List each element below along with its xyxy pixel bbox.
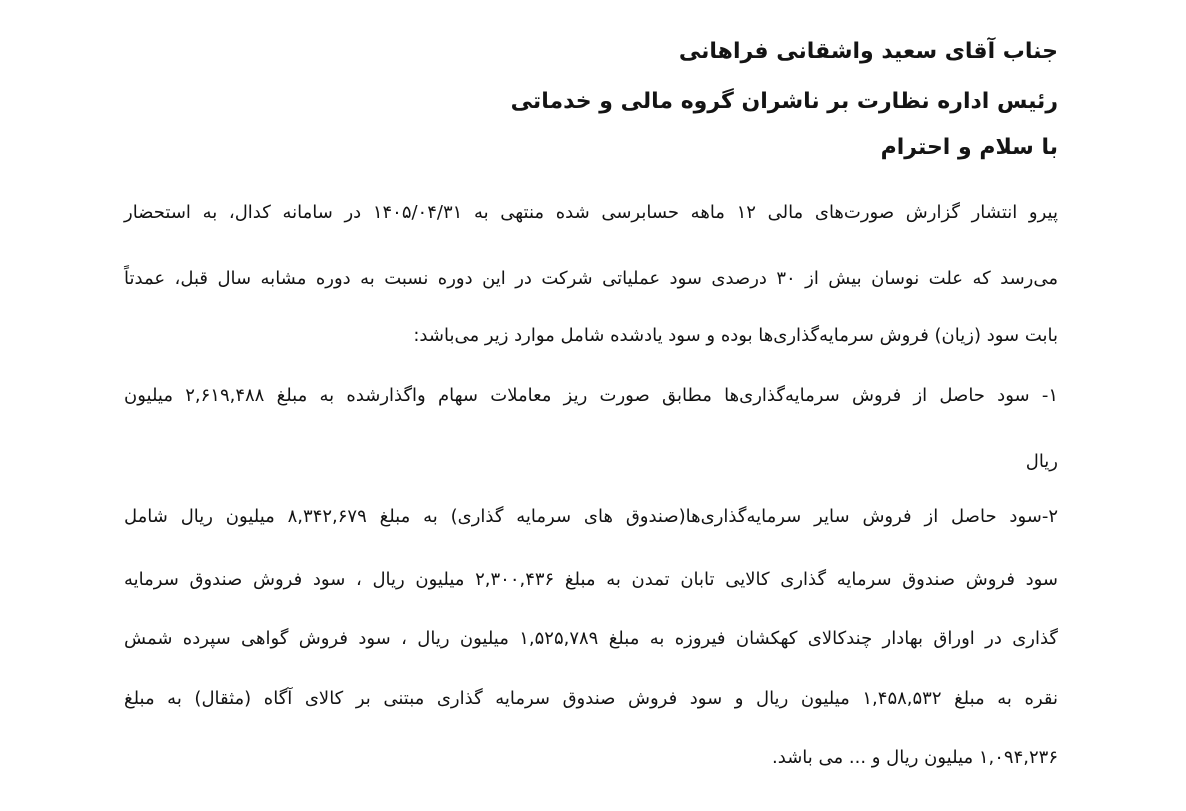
item-2-line-5: ۱,۰۹۴,۲۳۶ میلیون ریال و ... می باشد. [772, 747, 1058, 768]
addressee-name: جناب آقای سعید واشقانی فراهانی [678, 39, 1058, 64]
item-2-line-4: نقره به مبلغ ۱,۴۵۸,۵۳۲ میلیون ریال و سود فروش صندوق سرمایه گذاری مبتنی بر کالای آگاه (مثقال) به مبلغ [124, 688, 1058, 709]
item-2-line-2: سود فروش صندوق سرمایه گذاری کالایی تابان تمدن به مبلغ ۲,۳۰۰,۴۳۶ میلیون ریال ، سود فروش صندوق سرمایه [124, 569, 1059, 590]
item-1-line-2: ریال [1025, 451, 1058, 472]
addressee-title: رئیس اداره نظارت بر ناشران گروه مالی و خدماتی [510, 89, 1058, 114]
body-line-2: می‌رسد که علت نوسان بیش از ۳۰ درصدی سود عملیاتی شرکت در این دوره نسبت به دوره مشابه سال قبل، عمدتاً [124, 268, 1059, 289]
body-line-1: پیرو انتشار گزارش صورت‌های مالی ۱۲ ماهه حسابرسی شده منتهی به ۱۴۰۵/۰۴/۳۱ در سامانه کدال، به استحضار [124, 202, 1058, 223]
greeting: با سلام و احترام [880, 135, 1058, 160]
item-2-line-1: ۲-سود حاصل از فروش سایر سرمایه‌گذاری‌ها(صندوق های سرمایه گذاری) به مبلغ ۸,۳۴۲,۶۷۹ میلیون ریال شامل [124, 506, 1058, 527]
body-line-3: بابت سود (زیان) فروش سرمایه‌گذاری‌ها بوده و سود یادشده شامل موارد زیر می‌باشد: [413, 325, 1058, 346]
item-2-line-3: گذاری در اوراق بهادار چندکالای کهکشان فیروزه به مبلغ ۱,۵۲۵,۷۸۹ میلیون ریال ، سود فروش گواهی سپرده شمش [124, 628, 1058, 649]
item-1-line-1: ۱- سود حاصل از فروش سرمایه‌گذاری‌ها مطابق صورت ریز معاملات سهام واگذارشده به مبلغ ۲,۶۱۹,۴۸۸ میلیون [124, 385, 1058, 406]
